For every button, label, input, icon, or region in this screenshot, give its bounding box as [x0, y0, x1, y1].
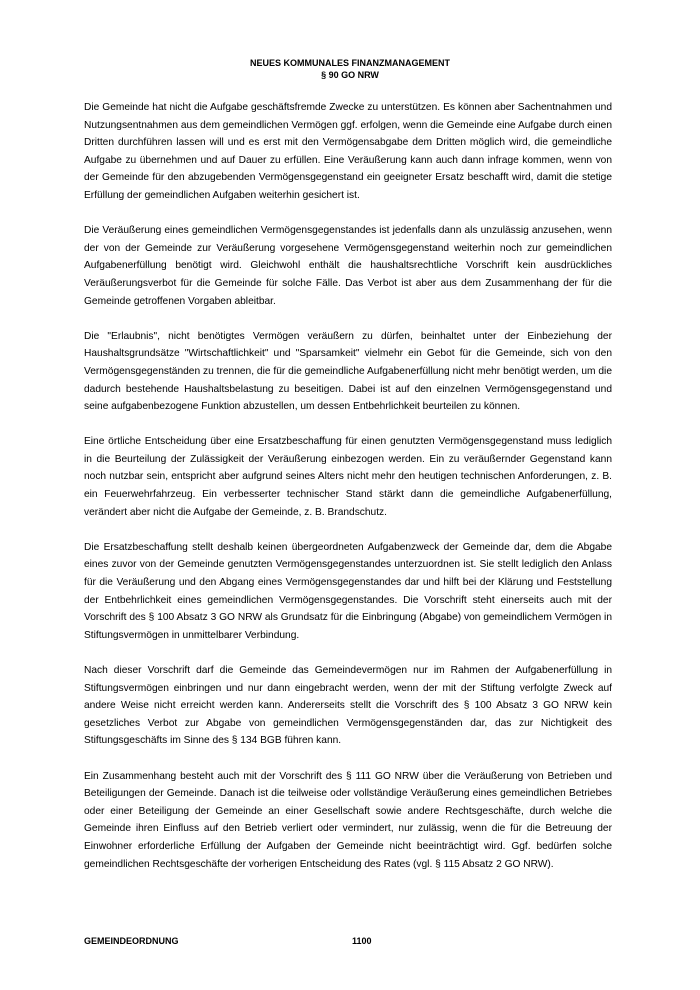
paragraph-3: Die "Erlaubnis", nicht benötigtes Vermögen veräußern zu dürfen, beinhaltet unter der Einbeziehung der Haushaltsgrundsätze "Wirtschaftlichkeit" und "Sparsamkeit" vielmehr ein Gebot für die Gemeinde, sich von den Vermögensgegenständen zu trennen, die für die gemeindliche Aufgabenerfüllung nicht mehr benötigt werden, um die dadurch bestehende Haushaltsbelastung zu beseitigen. Dabei ist auf den einzelnen Vermögensgegenstand und seine aufgabenbezogene Funktion abzustellen, um dessen Entbehrlichkeit beurteilen zu können.	[84, 330, 612, 413]
paragraph-7: Ein Zusammenhang besteht auch mit der Vorschrift des § 111 GO NRW über die Veräußerung von Betrieben und Beteiligungen der Gemeinde. Danach ist die teilweise oder vollständige Veräußerung eines gemeindlichen Betriebes oder einer Beteiligung der Gemeinde an einer Gesellschaft sowie andere Rechtsgeschäfte, durch welche die Gemeinde ihren Einfluss auf den Betrieb verliert oder vermindert, nur zulässig, wenn die für die Betreuung der Einwohner erforderliche Erfüllung der Aufgaben der Gemeinde nicht beeinträchtigt wird. Ggf. bedürfen solche gemeindlichen Rechtsgeschäfte der vorherigen Entscheidung des Rates (vgl. § 115 Absatz 2 GO NRW).	[84, 770, 612, 870]
page-header	[0, 57, 700, 81]
paragraph-2: Die Veräußerung eines gemeindlichen Vermögensgegenstandes ist jedenfalls dann als unzulässig anzusehen, wenn der von der Gemeinde zur Veräußerung vorgesehene Vermögensgegenstand weiterhin noch zur gemeindlichen Aufgabenerfüllung benötigt wird. Gleichwohl enthält die haushaltsrechtliche Vorschrift kein ausdrückliches Veräußerungsverbot für die Gemeinde für solche Fälle. Das Verbot ist aber aus dem Zusammenhang der für die Gemeinde getroffenen Vorgaben ableitbar.	[84, 225, 612, 307]
header-section: § 90 GO NRW	[321, 70, 379, 80]
paragraph-4: Eine örtliche Entscheidung über eine Ersatzbeschaffung für einen genutzten Vermögensgegenstand muss lediglich in die Beurteilung der Zulässigkeit der Veräußerung einbezogen werden. Ein zu veräußernder Gegenstand kann noch nutzbar sein, entspricht aber aufgrund seines Alters nicht mehr den heutigen technischen Anforderungen, z. B. ein Feuerwehrfahrzeug. Ein verbesserter technischer Stand stärkt dann die gemeindliche Aufgabenerfüllung, verändert aber nicht die Aufgabe der Gemeinde, z. B. Brandschutz.	[84, 436, 612, 518]
paragraph-6: Nach dieser Vorschrift darf die Gemeinde das Gemeindevermögen nur im Rahmen der Aufgabenerfüllung in Stiftungsvermögen einbringen und nur dann eingebracht werden, wenn der mit der Stiftung verfolgte Zweck auf andere Weise nicht erreicht werden kann. Andererseits stellt die Vorschrift des § 100 Absatz 3 GO NRW kein gesetzliches Verbot zur Abgabe von gemeindlichen Vermögensgegenständen dar, das zur Nichtigkeit des Stiftungsgeschäfts im Sinne des § 134 BGB führen kann.	[84, 665, 612, 747]
header-title: NEUES KOMMUNALES FINANZMANAGEMENT	[250, 58, 450, 68]
paragraph-1: Die Gemeinde hat nicht die Aufgabe geschäftsfremde Zwecke zu unterstützen. Es können aber Sachentnahmen und Nutzungsentnahmen aus dem gemeindlichen Vermögen ggf. erfolgen, wenn die Gemeinde eine Aufgabe durch einen Dritten durchführen lassen will und es erst mit den Vermögensabgabe dem Dritten möglich wird, die gemeindliche Aufgabe zu übernehmen und auf Dauer zu erfüllen. Eine Veräußerung kann auch dann infrage kommen, wenn von der Gemeinde für den abzugebenden Vermögensgegenstand ein geeigneter Ersatz beschafft wird, damit die stetige Erfüllung der gemeindlichen Aufgaben weiterhin gesichert ist.	[84, 102, 612, 201]
footer-label: GEMEINDEORDNUNG	[84, 936, 179, 946]
paragraph-5: Die Ersatzbeschaffung stellt deshalb keinen übergeordneten Aufgabenzweck der Gemeinde dar, dem die Abgabe eines zuvor von der Gemeinde genutzten Vermögensgegenstandes unterzuordnen ist. Sie stellt lediglich den Anlass für die Veräußerung und den Abgang eines Vermögensgegenstandes dar und hilft bei der Klärung und Feststellung der Entbehrlichkeit eines gemeindlichen Vermögensgegenstandes. Die Vorschrift steht einerseits auch mit der Vorschrift des § 100 Absatz 3 GO NRW als Grundsatz für die Einbringung (Abgabe) von gemeindlichem Vermögen in Stiftungsvermögen in unmittelbarer Verbindung.	[84, 541, 612, 641]
page-number: 1100	[352, 936, 372, 946]
body-text	[84, 99, 612, 891]
